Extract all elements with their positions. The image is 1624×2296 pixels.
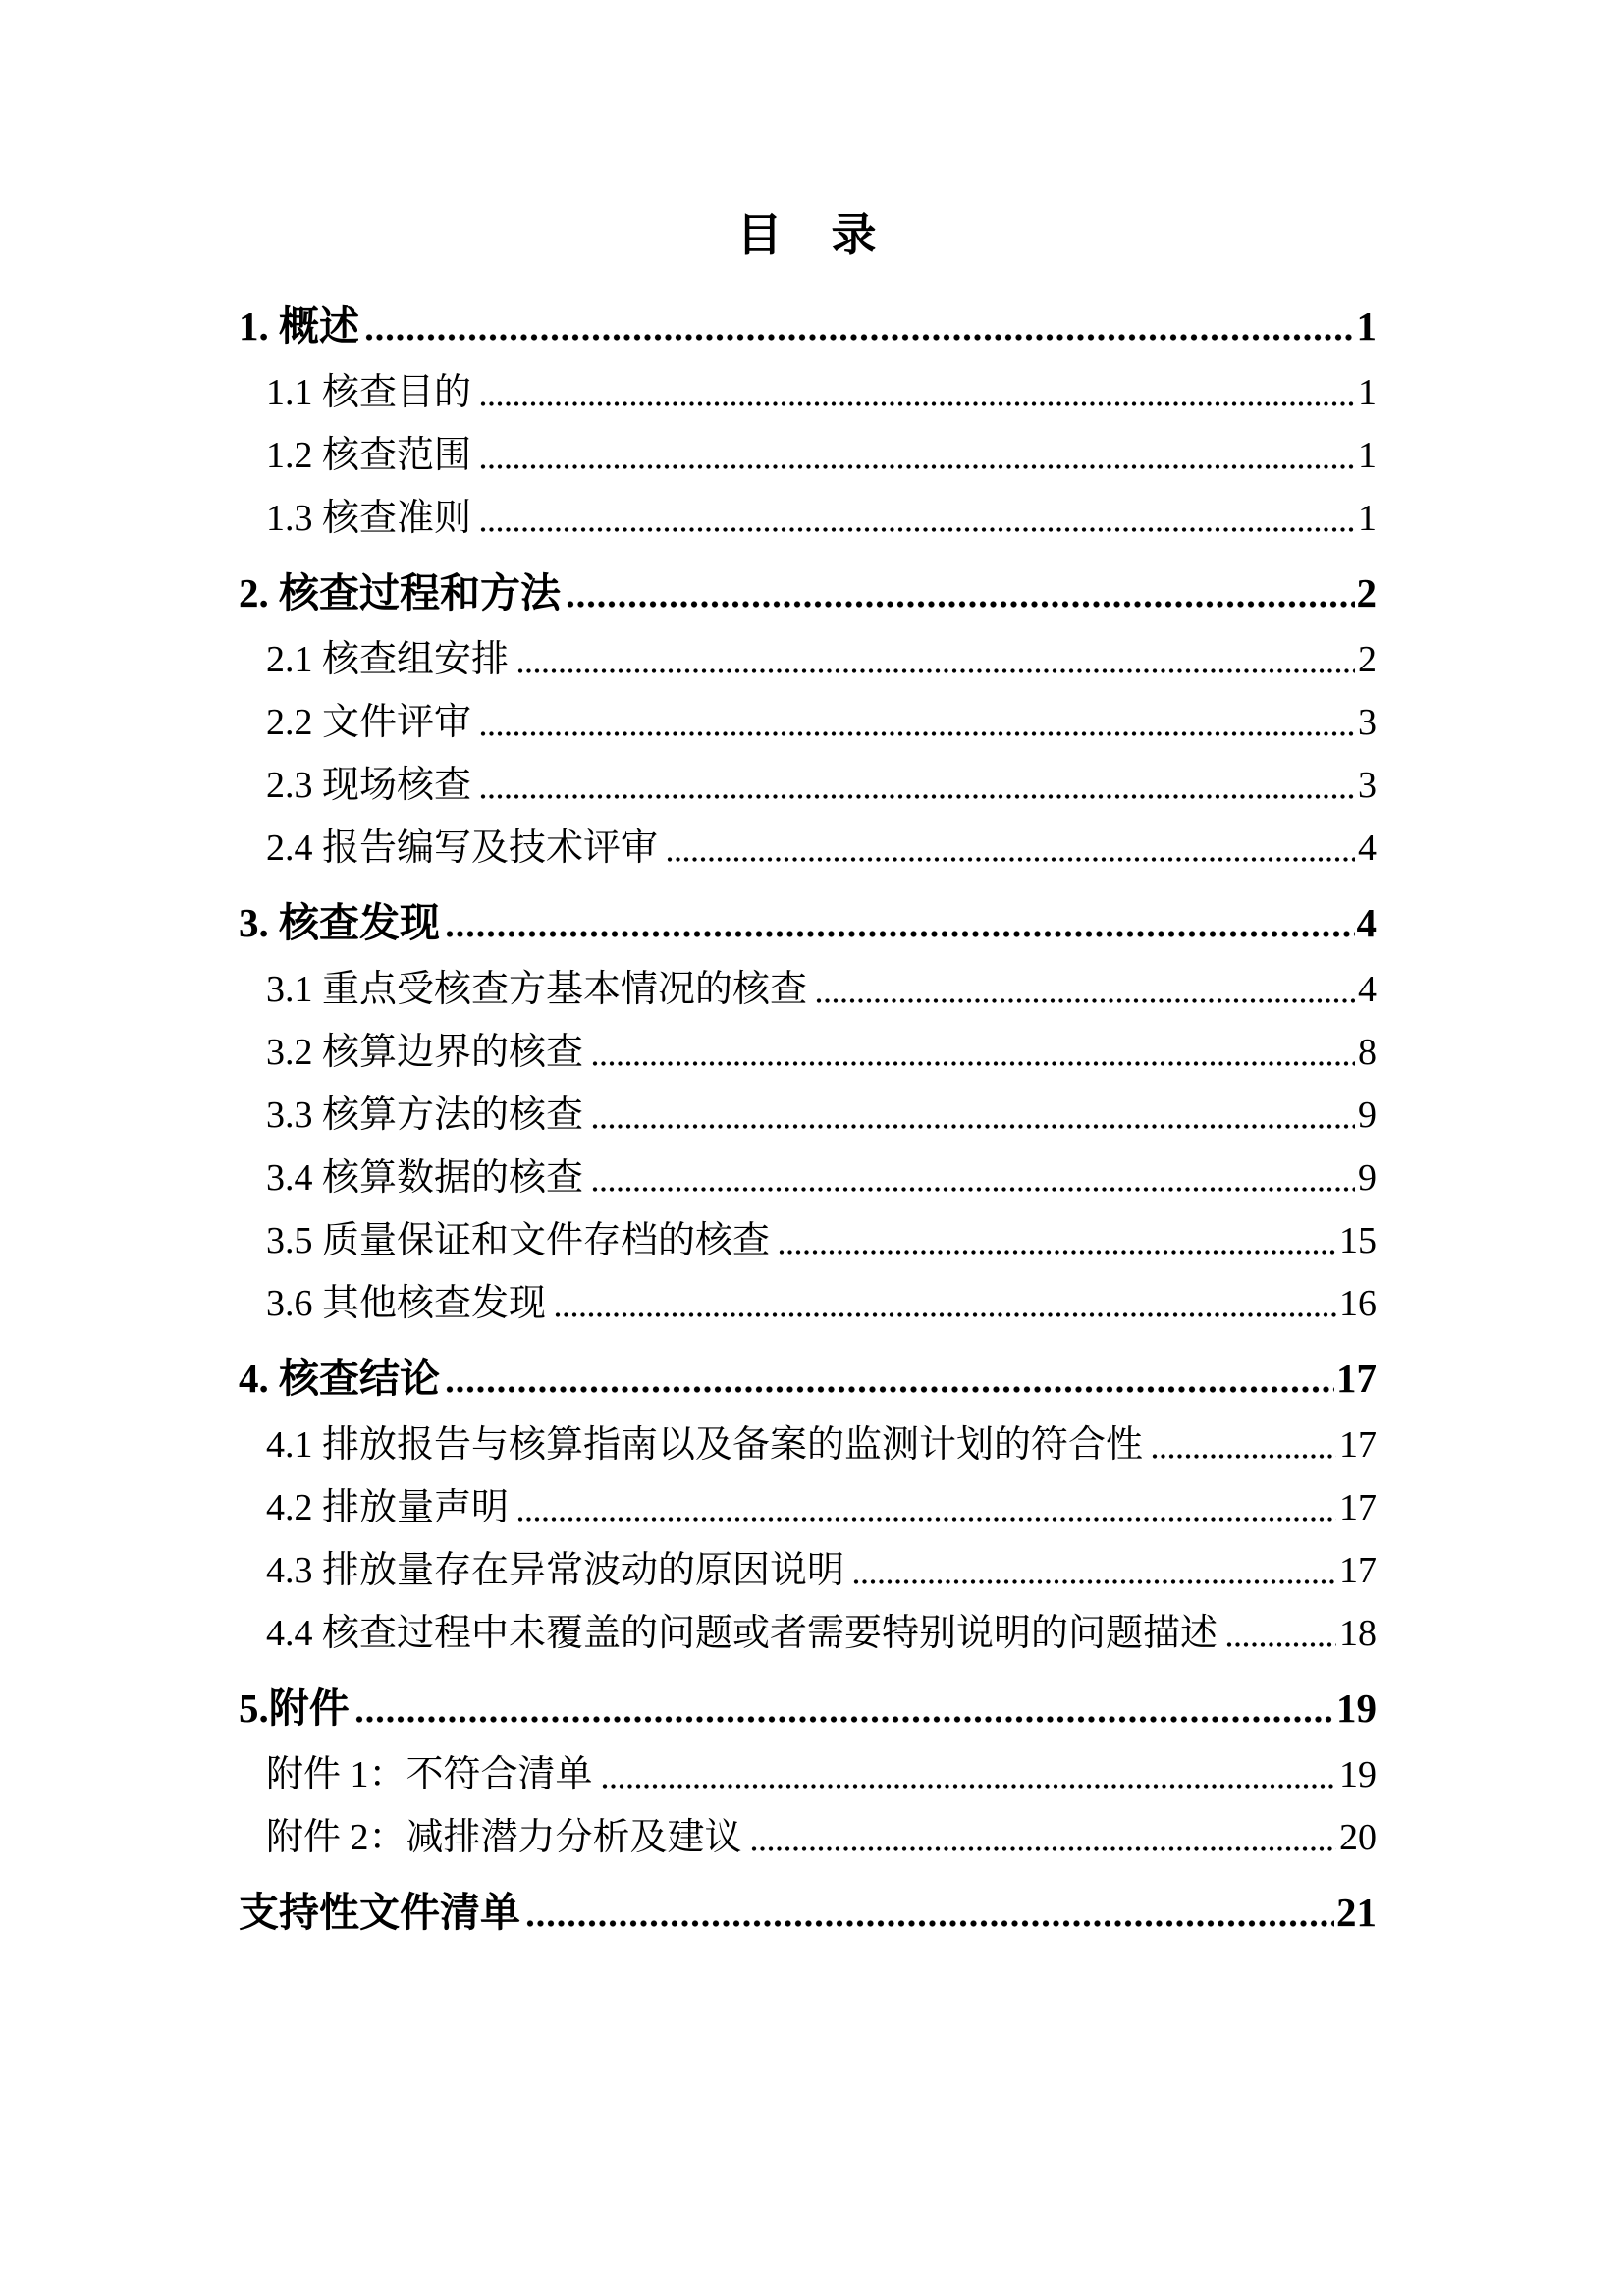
toc-entry (239, 1021, 1377, 1084)
dot-leader (517, 1516, 1336, 1522)
toc-entry (239, 1272, 1377, 1335)
toc-entry-text: 1.2 核查范围 (266, 435, 472, 476)
toc-page-number: 1 (1358, 372, 1377, 413)
toc-page-number: 16 (1339, 1283, 1377, 1324)
dot-leader (365, 334, 1355, 341)
toc-entry-text: 4.4 核查过程中未覆盖的问题或者需要特别说明的问题描述 (266, 1613, 1218, 1654)
toc-entry-text: 4.3 排放量存在异常波动的原因说明 (266, 1550, 845, 1591)
toc-entry-text: 5.附件 (239, 1685, 350, 1731)
toc-page-number: 8 (1358, 1032, 1377, 1073)
toc-entry (239, 1602, 1377, 1665)
dot-leader (602, 1783, 1336, 1789)
dot-leader (555, 1311, 1336, 1318)
toc-entry-text: 1. 概述 (239, 303, 359, 348)
dot-leader (446, 931, 1355, 937)
toc-entry-text: 支持性文件清单 (239, 1890, 520, 1935)
toc-entry (239, 1414, 1377, 1476)
toc-page-number: 2 (1356, 570, 1377, 615)
toc-entry (239, 1084, 1377, 1147)
toc-page-number: 4 (1358, 828, 1377, 869)
toc-page-number: 4 (1358, 969, 1377, 1010)
toc-page-number: 9 (1358, 1157, 1377, 1199)
toc-entry-text: 2.4 报告编写及技术评审 (266, 828, 659, 869)
toc-page-number: 9 (1358, 1095, 1377, 1136)
dot-leader (355, 1716, 1334, 1723)
toc-entry (239, 691, 1377, 754)
dot-leader (480, 730, 1355, 737)
toc-entry (239, 561, 1377, 624)
toc-entry-text: 4.1 排放报告与核算指南以及备案的监测计划的符合性 (266, 1424, 1144, 1466)
toc-entry (239, 1806, 1377, 1869)
dot-leader (667, 856, 1355, 863)
toc-page-number: 19 (1336, 1685, 1377, 1731)
toc-page-number: 1 (1358, 498, 1377, 539)
dot-leader (1152, 1453, 1336, 1460)
dot-leader (517, 667, 1355, 674)
toc-list (239, 294, 1377, 1944)
toc-entry (239, 1209, 1377, 1272)
toc-page-number: 17 (1339, 1487, 1377, 1528)
dot-leader (779, 1249, 1336, 1255)
toc-entry (239, 628, 1377, 691)
toc-entry-text: 2. 核查过程和方法 (239, 570, 561, 615)
toc-page-number: 1 (1358, 435, 1377, 476)
toc-entry-text: 2.3 现场核查 (266, 765, 472, 806)
toc-entry (239, 1539, 1377, 1602)
toc-title: 目 录 (736, 210, 879, 260)
dot-leader (592, 1060, 1355, 1067)
toc-entry (239, 361, 1377, 424)
toc-page-number: 21 (1336, 1890, 1377, 1935)
toc-entry (239, 1881, 1377, 1944)
toc-entry (239, 817, 1377, 880)
toc-page-number: 3 (1358, 702, 1377, 743)
toc-entry-text: 附件 1：不符合清单 (266, 1754, 593, 1795)
toc-page-number: 3 (1358, 765, 1377, 806)
dot-leader (480, 463, 1355, 470)
dot-leader (567, 601, 1355, 608)
toc-entry (239, 1743, 1377, 1806)
toc-entry (239, 294, 1377, 357)
toc-entry-text: 1.1 核查目的 (266, 372, 472, 413)
toc-entry-text: 附件 2：减排潜力分析及建议 (266, 1817, 742, 1858)
toc-entry-text: 3.6 其他核查发现 (266, 1283, 547, 1324)
toc-entry-text: 1.3 核查准则 (266, 498, 472, 539)
toc-entry (239, 891, 1377, 954)
toc-entry (239, 1347, 1377, 1410)
dot-leader (816, 997, 1355, 1004)
toc-page-number: 1 (1356, 303, 1377, 348)
dot-leader (1226, 1641, 1336, 1648)
toc-page-number: 15 (1339, 1220, 1377, 1261)
toc-entry-text: 3.1 重点受核查方基本情况的核查 (266, 969, 808, 1010)
toc-page-number: 17 (1339, 1550, 1377, 1591)
dot-leader (592, 1123, 1355, 1130)
toc-entry-text: 3.2 核算边界的核查 (266, 1032, 584, 1073)
dot-leader (526, 1920, 1334, 1927)
toc-entry-text: 4. 核查结论 (239, 1356, 440, 1401)
dot-leader (592, 1186, 1355, 1193)
toc-page-number: 4 (1356, 900, 1377, 945)
toc-entry-text: 3. 核查发现 (239, 900, 440, 945)
toc-entry-text: 2.1 核查组安排 (266, 639, 510, 680)
toc-page-number: 2 (1358, 639, 1377, 680)
dot-leader (853, 1578, 1336, 1585)
toc-page-number: 17 (1339, 1424, 1377, 1466)
toc-entry-text: 3.5 质量保证和文件存档的核查 (266, 1220, 771, 1261)
dot-leader (446, 1386, 1334, 1393)
toc-entry-text: 3.3 核算方法的核查 (266, 1095, 584, 1136)
toc-entry-text: 3.4 核算数据的核查 (266, 1157, 584, 1199)
toc-page-number: 19 (1339, 1754, 1377, 1795)
toc-entry (239, 1677, 1377, 1739)
toc-entry (239, 424, 1377, 487)
dot-leader (751, 1845, 1336, 1852)
toc-entry (239, 958, 1377, 1021)
toc-entry-text: 4.2 排放量声明 (266, 1487, 510, 1528)
toc-entry (239, 1476, 1377, 1539)
dot-leader (480, 526, 1355, 533)
toc-entry-text: 2.2 文件评审 (266, 702, 472, 743)
toc-page-number: 20 (1339, 1817, 1377, 1858)
dot-leader (480, 793, 1355, 800)
toc-page-number: 17 (1336, 1356, 1377, 1401)
toc-entry (239, 754, 1377, 817)
dot-leader (480, 400, 1355, 407)
toc-page-number: 18 (1339, 1613, 1377, 1654)
toc-entry (239, 1147, 1377, 1209)
toc-entry (239, 487, 1377, 550)
